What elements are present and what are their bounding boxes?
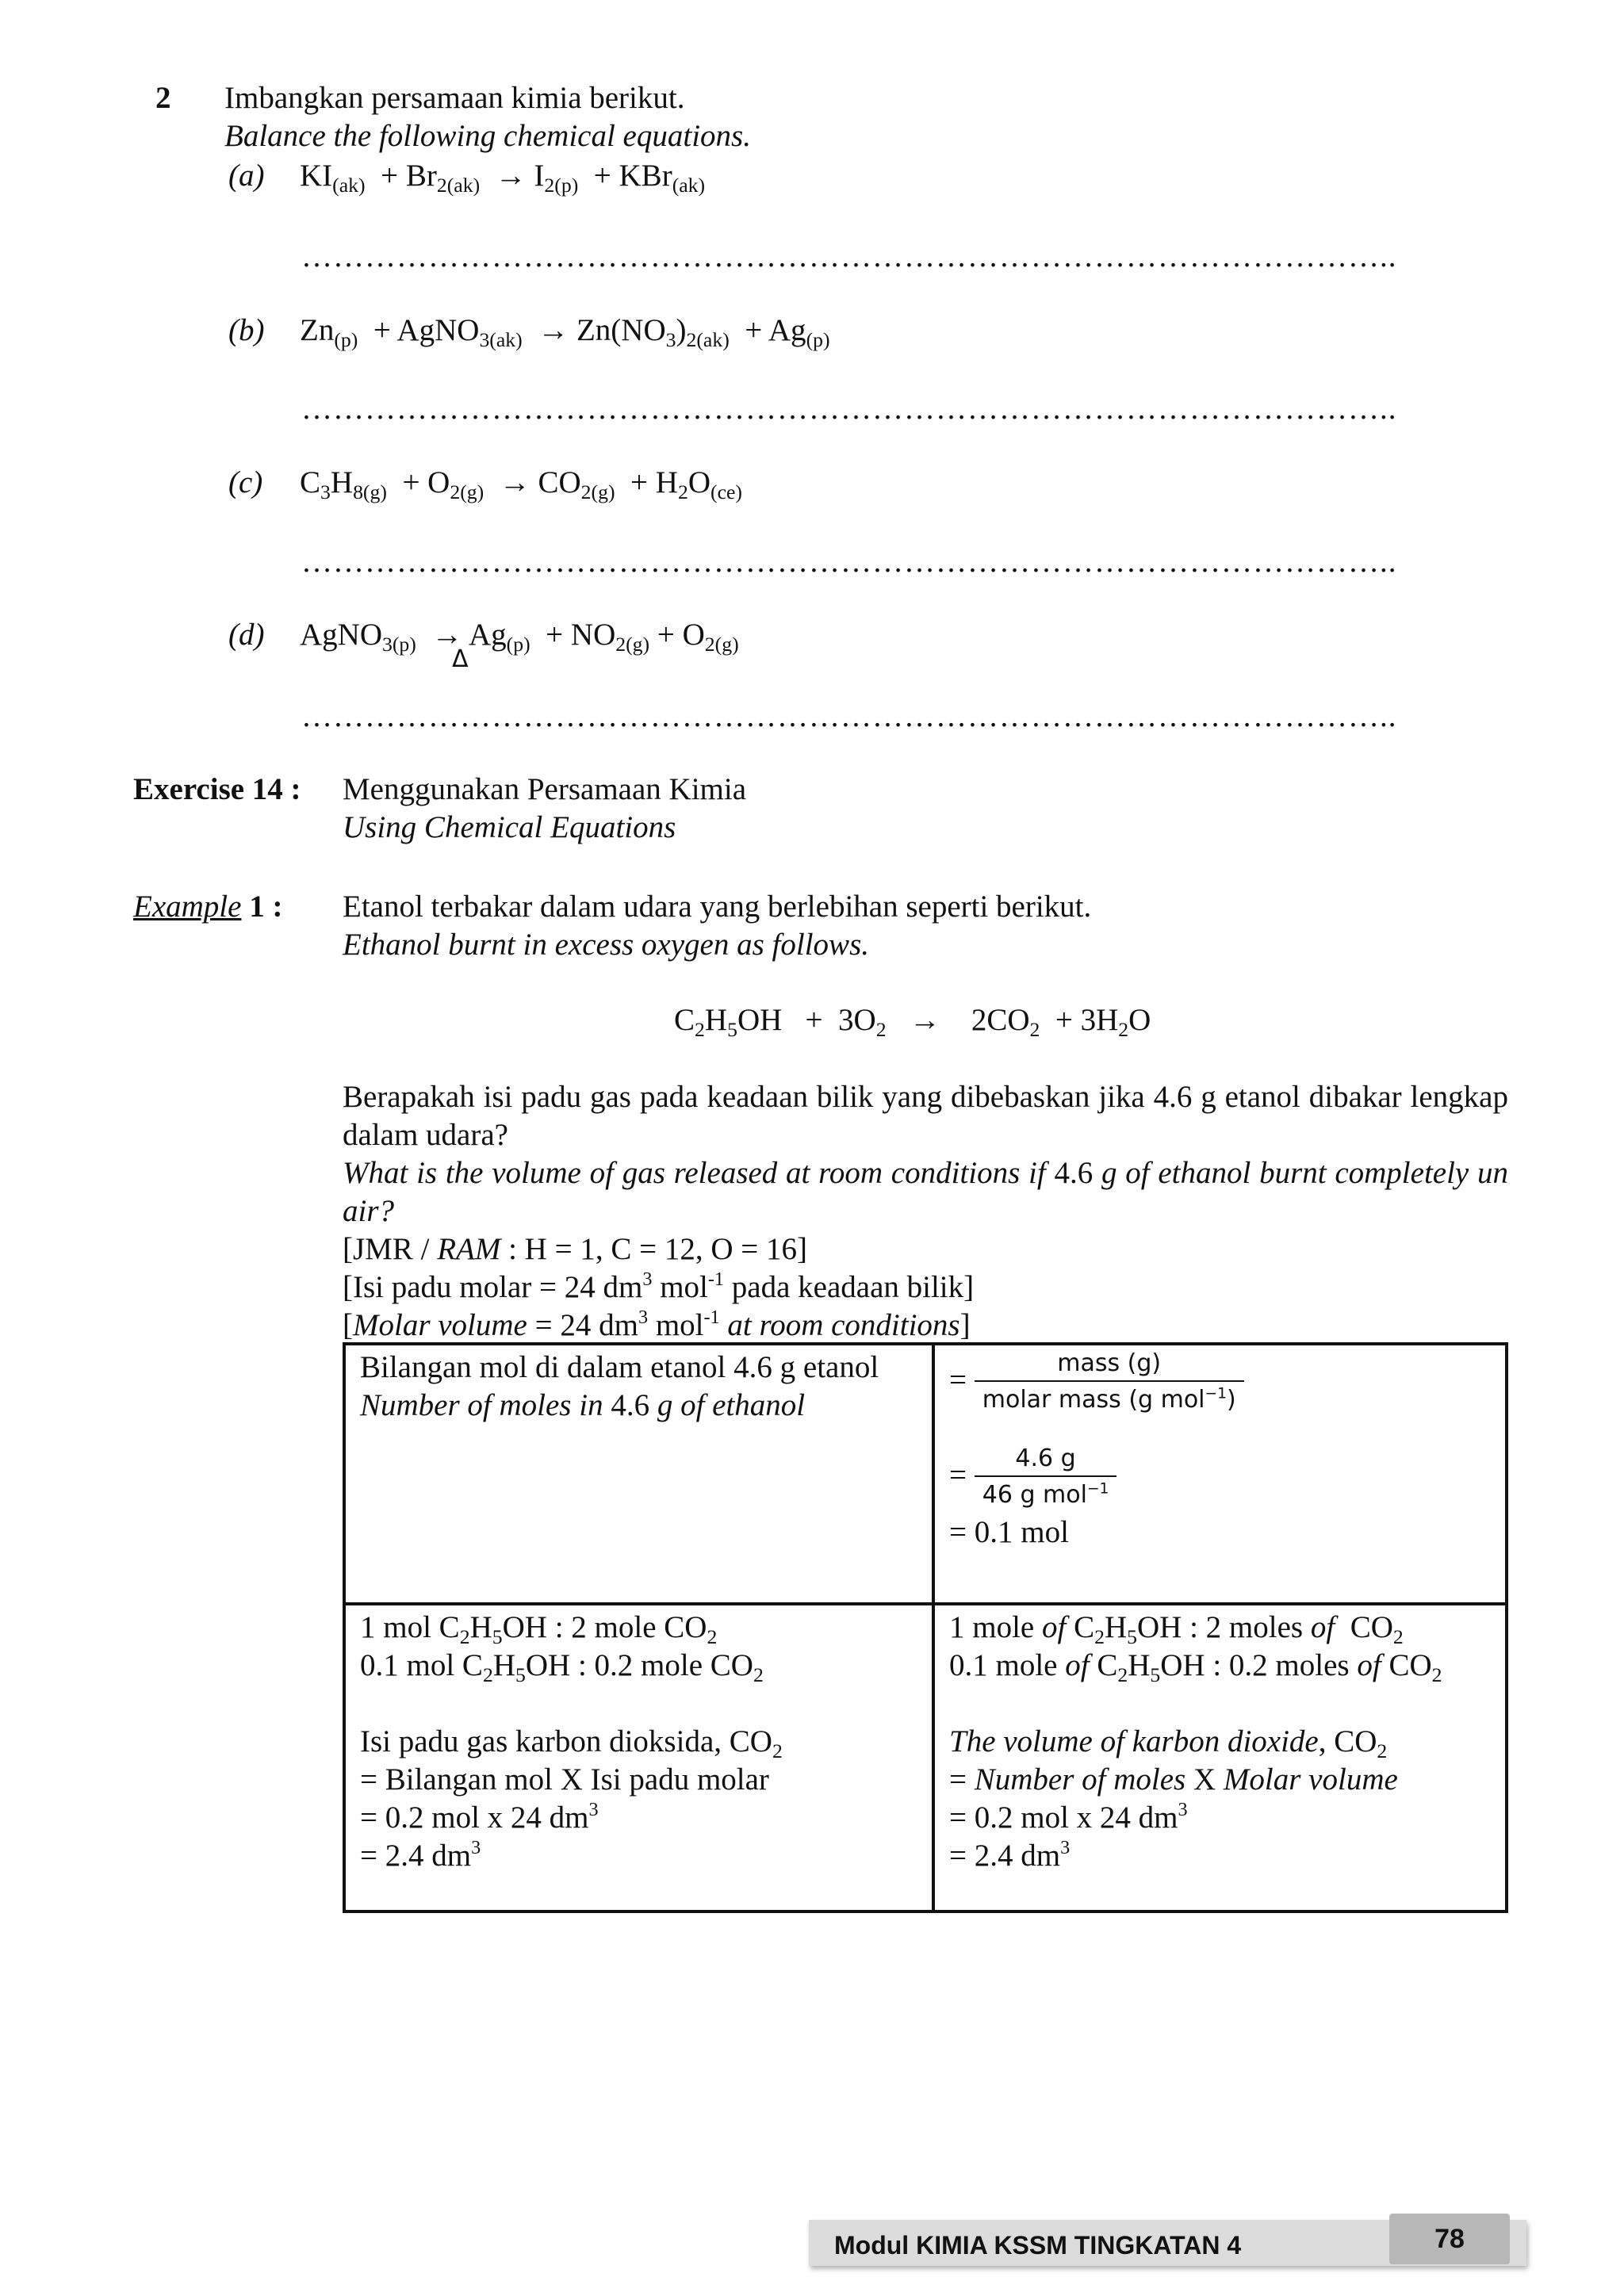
fraction-denominator: 46 g mol$^{-1}$ <box>975 1475 1117 1513</box>
part-c-label: (c) <box>228 465 263 499</box>
question-instruction-ms: Imbangkan persamaan kimia berikut. <box>224 81 685 115</box>
moles-label-en: Number of moles in 4.6 g of ethanol <box>360 1388 806 1422</box>
table-cell-moles-calc <box>933 1344 1507 1604</box>
moles-result: = 0.1 mol <box>949 1515 1069 1549</box>
answer-line-d: ………………………………………………………………………………………….. <box>301 699 1397 733</box>
fraction-denominator: molar mass (g mol$^{-1}$) <box>975 1380 1244 1418</box>
table-row <box>344 1604 1507 1911</box>
equation-d: AgNO$_{3(p)}$ → $Ag_{(p)} + NO_{2(g)} + O_{2(g)}$ <box>300 618 739 656</box>
delta-symbol: Δ <box>452 645 469 673</box>
question-instruction-en: Balance the following chemical equations. <box>224 119 751 153</box>
page-number: 78 <box>1434 2224 1465 2254</box>
equation-c: $C_3H_{8(g)} + O_{2(g)} \to CO_{2(g)} + H_2O_{(ce)}$ <box>300 465 742 504</box>
part-a-label: (a) <box>228 159 265 193</box>
answer-line-a: ………………………………………………………………………………………….. <box>301 239 1397 274</box>
equation-b: $Zn_{(p)}$ + AgNO$_{3(ak)}$ → $Zn(NO_3)_{2(ak)} + Ag_{(p)}$ <box>300 313 830 352</box>
example-text-en: Ethanol burnt in excess oxygen as follows. <box>343 928 869 962</box>
fraction-numerator: mass (g) <box>1057 1349 1162 1377</box>
molar-volume-ms: [Isi padu molar = 24 $dm^3$ mol$^{-1}$ pada keadaan bilik] <box>343 1269 975 1304</box>
question-text-ms: Berapakah isi padu gas pada keadaan bilik yang dibebaskan jika 4.6 g etanol dibakar lengkap dalam udara? <box>343 1080 1508 1152</box>
equation-a: $KI_{(ak)} + Br_{2(ak)} \to I_{2(p)} + KBr_{(ak)}$ <box>300 159 706 197</box>
molar-volume-en: [Molar volume = 24 $dm^3$ mol$^{-1}$ at room conditions] <box>343 1307 971 1342</box>
formula-fraction: = $\frac{\text{mass (g)}}{molar mass (g mol^{-1})}$ <box>949 1347 1491 1418</box>
module-title: Modul KIMIA KSSM TINGKATAN 4 <box>834 2231 1242 2260</box>
table-row <box>344 1344 1507 1604</box>
question-number: 2 <box>155 81 171 115</box>
relative-atomic-mass: [JMR / RAM : H = 1, C = 12, O = 16] <box>343 1232 807 1266</box>
part-b-label: (b) <box>228 313 265 347</box>
exercise-title-ms: Menggunakan Persamaan Kimia <box>343 772 747 806</box>
example-text-ms: Etanol terbakar dalam udara yang berlebihan seperti berikut. <box>343 890 1092 924</box>
part-d-label: (d) <box>228 618 265 652</box>
example-label: Example 1 : <box>133 890 283 924</box>
table-cell-volume-ms: 1 mol $C_2H_5OH$ : 2 mole $CO_2$ 0.1 mol $C_2H_5OH$ : 0.2 mole $CO_2$ Isi padu gas karbon dioksida, $CO_2$ = Bilangan mol X Isi padu molar = 0.2 mol x 24 $dm^3$ = 2.4 $dm^3$ <box>344 1604 933 1911</box>
table-cell-moles-label <box>344 1344 933 1604</box>
exercise-title-en: Using Chemical Equations <box>343 810 676 844</box>
combustion-equation: $C_2H_5OH + 3O_2$ → $2CO_2 + 3H_2O$ <box>674 1003 1151 1042</box>
exercise-label: Exercise 14 : <box>133 772 301 806</box>
substituted-fraction: = $\frac{4.6 g}{46 g mol^{-1}}$ <box>949 1442 1491 1513</box>
fraction-numerator: 4.6 g <box>1015 1445 1076 1472</box>
answer-line-b: ………………………………………………………………………………………….. <box>301 392 1397 426</box>
question-text-en: What is the volume of gas released at room conditions if 4.6 g of ethanol burnt completely un air? <box>343 1156 1508 1228</box>
table-cell-volume-en: 1 mole of $C_2H_5OH$ : 2 moles of $CO_2$ 0.1 mole of $C_2H_5OH$ : 0.2 moles of $CO_2$ The volume of karbon dioxide, $CO_2$ = Number of moles X Molar volume = 0.2 mol x 24 $dm^3$ = 2.4 $dm^3$ <box>933 1604 1507 1911</box>
answer-line-c: ………………………………………………………………………………………….. <box>301 545 1397 579</box>
solution-table <box>343 1342 1508 1913</box>
moles-label-ms: Bilangan mol di dalam etanol 4.6 g etanol <box>360 1350 879 1384</box>
